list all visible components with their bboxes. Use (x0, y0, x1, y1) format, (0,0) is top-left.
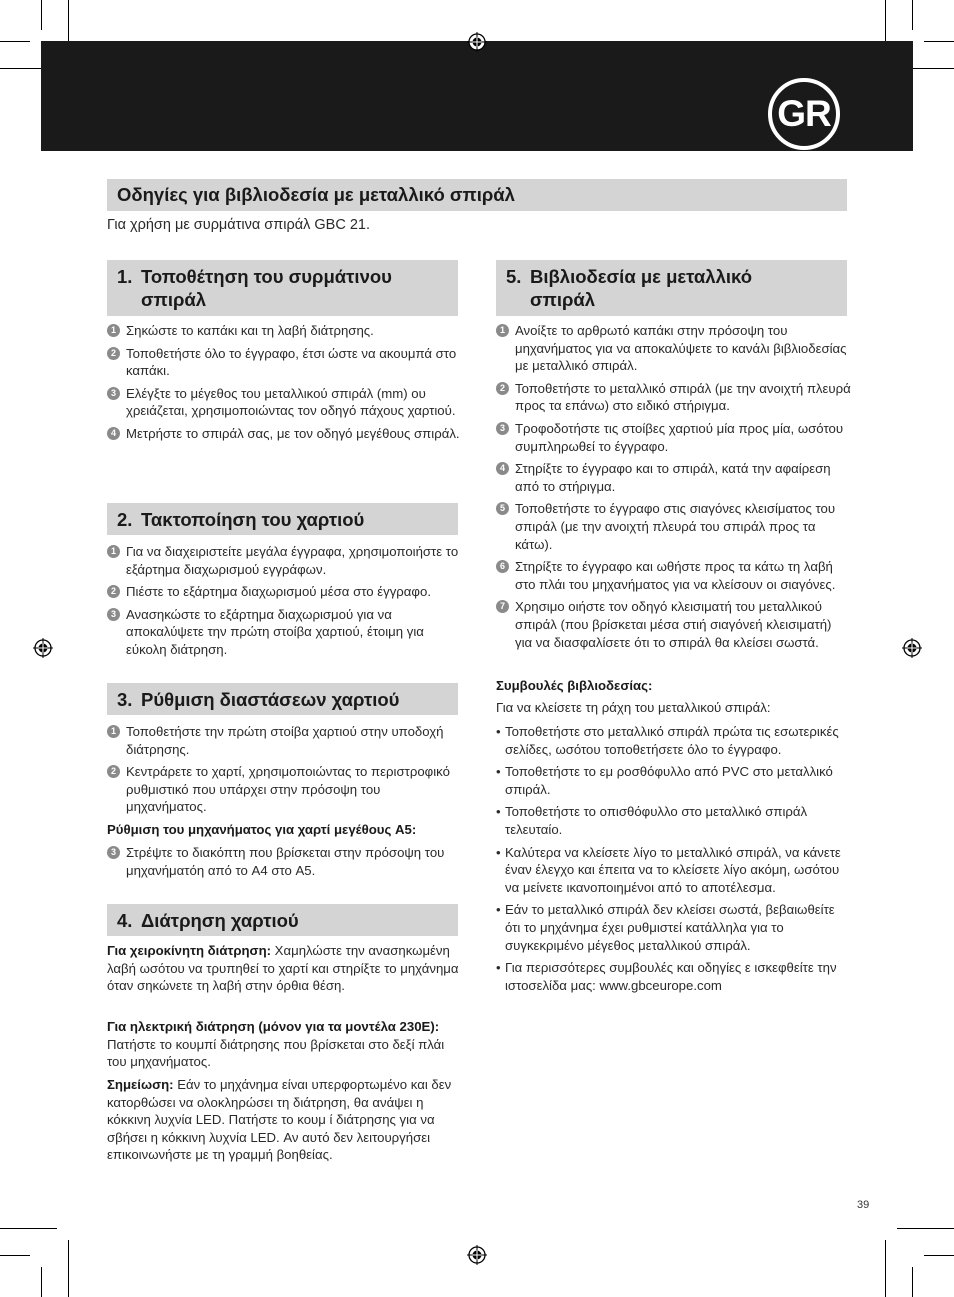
list-item: 3 Ανασηκώστε το εξάρτημα διαχωρισμού για να αποκαλύψετε την πρώτη στοίβα χαρτιού, έτοιμη για εύκολη διάτρηση. (107, 606, 462, 659)
list-item: 2 Τοποθετήστε το μεταλλικό σπιράλ (με την ανοιχτή πλευρά προς τα επάνω) στο ειδικό στήριγμα. (496, 380, 852, 415)
section-title: Διάτρηση χαρτιού (141, 910, 299, 931)
crop-mark (0, 1255, 30, 1256)
section-3-steps (107, 723, 462, 821)
section-2-steps (107, 543, 462, 664)
step-number-icon: 3 (107, 387, 120, 400)
crop-mark (924, 41, 954, 42)
step-number-icon: 1 (107, 324, 120, 337)
step-number-icon: 1 (107, 545, 120, 558)
section-1-steps (107, 322, 462, 448)
subtitle: Για χρήση με συρμάτινα σπιράλ GBC 21. (107, 217, 370, 233)
list-item: • Τοποθετήστε το εμ ροσθόφυλλο από PVC στο μεταλλικό σπιράλ. (496, 764, 833, 797)
section-number: 1. (117, 266, 133, 287)
registration-mark-icon (467, 32, 487, 52)
list-item: 4 Στηρίξτε το έγγραφο και το σπιράλ, κατά την αφαίρεση από το στήριγμα. (496, 460, 852, 495)
crop-mark (924, 1255, 954, 1256)
section-5-steps (496, 322, 852, 656)
step-number-icon: 2 (496, 382, 509, 395)
step-number-icon: 4 (496, 462, 509, 475)
section-number: 3. (117, 689, 133, 710)
crop-mark (897, 1228, 954, 1229)
list-item: • Για περισσότερες συμβουλές και οδηγίες ε ισκεφθείτε την ιστοσελίδα μας: www.gbceurope.com (496, 960, 837, 993)
step-number-icon: 4 (107, 427, 120, 440)
binding-tips-intro: Για να κλείσετε τη ράχη του μεταλλικού σπιράλ: (496, 700, 771, 715)
crop-mark (0, 1228, 57, 1229)
section-title: Τοποθέτηση του συρμάτινου (141, 266, 392, 287)
crop-mark (68, 1240, 69, 1297)
list-item: 1 Τοποθετήστε την πρώτη στοίβα χαρτιού στην υποδοχή διάτρησης. (107, 723, 462, 758)
list-item: 2 Τοποθετήστε όλο το έγγραφο, έτσι ώστε να ακουμπά στο καπάκι. (107, 345, 462, 380)
step-number-icon: 1 (496, 324, 509, 337)
bullet-icon: • (496, 844, 501, 860)
section-5-heading (496, 260, 847, 316)
bullet-icon: • (496, 902, 501, 918)
crop-mark (912, 1267, 913, 1297)
binding-tips-list (496, 723, 852, 999)
page-title: Οδηγίες για βιβλιοδεσία με μεταλλικό σπιράλ (107, 179, 847, 211)
page-number: 39 (857, 1199, 870, 1211)
step-number-icon: 5 (496, 502, 509, 515)
step-number-icon: 1 (107, 725, 120, 738)
section-title: Ρύθμιση διαστάσεων χαρτιού (141, 689, 400, 710)
registration-mark-icon (33, 638, 53, 658)
step-number-icon: 3 (496, 422, 509, 435)
list-item: 2 Κεντράρετε το χαρτί, χρησιμοποιώντας το περιστροφικό ρυθμιστικό που υπάρχει στην πρόσοψη του μηχανήματος. (107, 763, 462, 816)
list-item: 6 Στηρίξτε το έγγραφο και ωθήστε προς τα κάτω τη λαβή στο πλάι του μηχανήματος για να κλείσουν οι σιαγόνες. (496, 558, 852, 593)
step-number-icon: 2 (107, 765, 120, 778)
section-2-heading (107, 503, 458, 535)
crop-mark (0, 41, 30, 42)
section-number: 2. (117, 509, 133, 530)
list-item: 7 Χρησιμο οιήστε τον οδηγό κλεισιματή του μεταλλικού σπιράλ (που βρίσκεται μέσα στιή σιαγόνεή κλεισιματή) για να διασφαλίσετε ότι το σπιράλ θα κλείσει σωστά. (496, 598, 852, 651)
step-number-icon: 2 (107, 347, 120, 360)
a5-setting-label: Ρύθμιση του μηχανήματος για χαρτί μεγέθους A5: (107, 822, 417, 837)
list-item: 1 Για να διαχειριστείτε μεγάλα έγγραφα, χρησιμοποιήστε το εξάρτημα διαχωρισμού εγγράφων. (107, 543, 462, 578)
list-item: • Εάν το μεταλλικό σπιράλ δεν κλείσει σωστά, βεβαιωθείτε ότι το μηχάνημα έχει ρυθμιστεί κατάλληλα για το συγκεκριμένο μέγεθος μεταλλικού σπιράλ. (496, 902, 835, 953)
registration-mark-icon (467, 1245, 487, 1265)
list-item: • Τοποθετήστε το οπισθόφυλλο στο μεταλλικό σπιράλ τελευταίο. (496, 804, 808, 837)
step-number-icon: 6 (496, 560, 509, 573)
language-badge: GR (768, 78, 840, 150)
section-3-step-3 (107, 844, 462, 884)
bullet-icon: • (496, 764, 501, 780)
section-title: Βιβλιοδεσία με μεταλλικό (530, 266, 752, 287)
section-number: 4. (117, 910, 133, 931)
list-item: 1 Σηκώστε το καπάκι και τη λαβή διάτρησης. (107, 322, 462, 340)
list-item: 3 Τροφοδοτήστε τις στοίβες χαρτιού μία προς μία, ωσότου συμπληρωθεί το έγγραφο. (496, 420, 852, 455)
step-number-icon: 3 (107, 608, 120, 621)
list-item: 3 Ελέγξτε το μέγεθος του μεταλλικού σπιράλ (mm) ου χρειάζεται, χρησιμοποιώντας τον οδηγό πάχους χαρτιού. (107, 385, 462, 420)
list-item: • Τοποθετήστε στο μεταλλικό σπιράλ πρώτα τις εσωτερικές σελίδες, ωσότου τοποθετήσετε όλο το έγγραφο. (496, 724, 839, 757)
list-item: 5 Τοποθετήστε το έγγραφο στις σιαγόνες κλεισίματος του σπιράλ (με την ανοιχτή πλευρά του σπιράλ προς τα κάτω). (496, 500, 852, 553)
list-item: 2 Πιέστε το εξάρτημα διαχωρισμού μέσα στο έγγραφο. (107, 583, 462, 601)
note-text: Σημείωση: Εάν το μηχάνημα είναι υπερφορτωμένο και δεν κατορθώσει να ολοκληρώσει τη διάτρηση, θα ανάψει η κόκκινη λυχνία LED. Πατήστε το κουμ ί διάτρησης για να σβήσει η κόκκινη λυχνία LED. Αν αυτό δεν λειτουργήσει επικοινωνήστε με τη γραμμή βοηθείας. (107, 1077, 452, 1163)
section-title: Τακτοποίηση του χαρτιού (141, 509, 365, 530)
step-number-icon: 2 (107, 585, 120, 598)
bullet-icon: • (496, 960, 501, 976)
section-4-heading (107, 904, 458, 936)
step-number-icon: 7 (496, 600, 509, 613)
section-1-heading (107, 260, 458, 316)
crop-mark (41, 1267, 42, 1297)
manual-punching-text: Για χειροκίνητη διάτρηση: Χαμηλώστε την ανασηκωμένη λαβή ωσότου να τρυπηθεί το χαρτί και στηρίξτε το μηχάνημα όταν σηκώνετε τη λαβή στην όρθια θέση. (107, 943, 459, 994)
section-title-line2: σπιράλ (141, 289, 207, 310)
bullet-icon: • (496, 804, 501, 820)
step-number-icon: 3 (107, 846, 120, 859)
registration-mark-icon (902, 638, 922, 658)
list-item: 4 Μετρήστε το σπιράλ σας, με τον οδηγό μεγέθους σπιράλ. (107, 425, 462, 443)
list-item: 1 Ανοίξτε το αρθρωτό καπάκι στην πρόσοψη του μηχανήματος για να αποκαλύψετε το κανάλι βιβλιοδεσίας με μεταλλικό σπιράλ. (496, 322, 852, 375)
list-item: • Καλύτερα να κλείσετε λίγο το μεταλλικό σπιράλ, να κάνετε έναν έλεγχο και έπειτα να το κλείσετε λίγο ακόμη, ωσότου να μείνετε ικανοποιημένοι από το αποτέλεσμα. (496, 844, 841, 895)
electric-punching-text: Για ηλεκτρική διάτρηση (μόνον για τα μοντέλα 230E): Πατήστε το κουμπί διάτρησης που βρίσκεται στο δεξί πλάι του μηχανήματος. (107, 1019, 445, 1070)
binding-tips-label: Συμβουλές βιβλιοδεσίας: (496, 678, 653, 693)
list-item: 3 Στρέψτε το διακόπτη που βρίσκεται στην πρόσοψη του μηχανήματόη από το A4 στο A5. (107, 844, 462, 879)
section-number: 5. (506, 266, 522, 287)
crop-mark (885, 1240, 886, 1297)
section-title-line2: σπιράλ (530, 289, 596, 310)
bullet-icon: • (496, 724, 501, 739)
crop-mark (912, 0, 913, 30)
section-3-heading (107, 683, 458, 715)
crop-mark (41, 0, 42, 30)
